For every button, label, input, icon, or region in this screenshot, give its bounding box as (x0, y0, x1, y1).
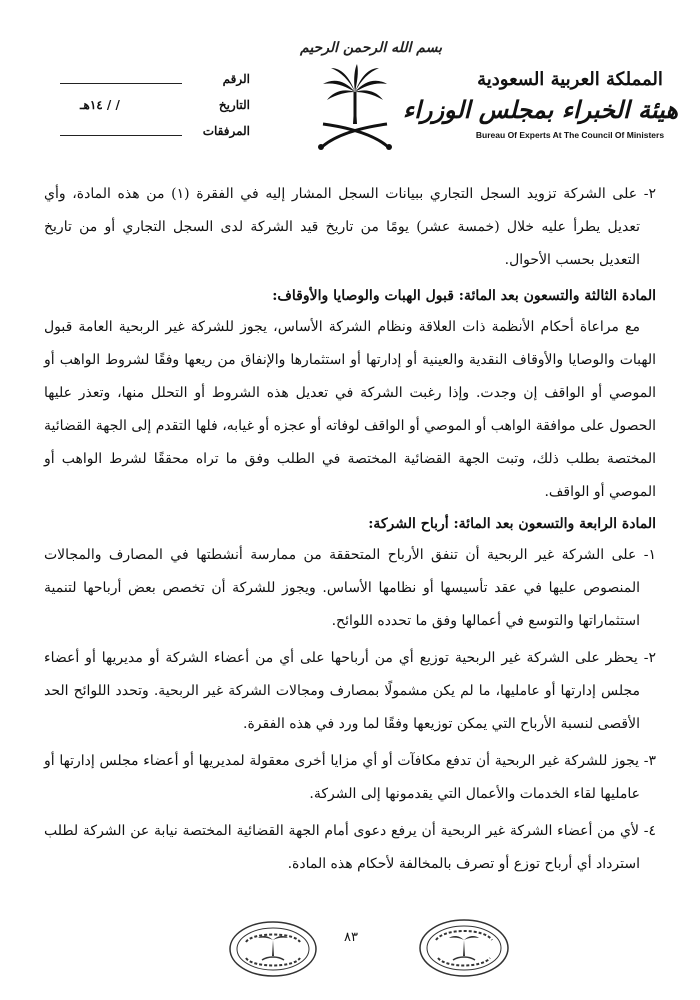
paragraph-profits-2: ٢- يحظر على الشركة غير الربحية توزيع أي من أرباحها على أي من أعضاء الشركة أو مديريها أو أعضاء مجلس إدارتها أو عامليها، ما لم يكن مشمولًا بمصارف ومجالات الشركة غير الربحية. وتحدد اللوائح الحد الأقصى لنسبة الأرباح التي يمكن توزيعها وفقًا لما ورد في هذه الفقرة. (44, 650, 656, 732)
page-number: ٨٣ (344, 930, 358, 945)
country-name: المملكة العربية السعودية (477, 69, 663, 90)
paragraph-record-update: ٢- على الشركة تزويد السجل التجاري ببيانات السجل المشار إليه في الفقرة (١) من هذه المادة، وأي تعديل يطرأ عليه خلال (خمسة عشر) يومًا من تاريخ قيد الشركة لدى السجل التجاري أو من تاريخ التعديل بحسب الأحوال. (44, 186, 656, 268)
attachments-label: المرفقات (202, 124, 250, 138)
organization-name-english: Bureau Of Experts At The Council Of Ministers (475, 130, 665, 140)
attachments-row (40, 124, 250, 144)
article-194-heading: المادة الرابعة والتسعون بعد المائة: أرباح الشركة: (368, 516, 656, 532)
paragraph-donations: مع مراعاة أحكام الأنظمة ذات العلاقة ونظام الشركة الأساس، يجوز للشركة غير الربحية العامة قبول الهبات والوصايا والأوقاف النقدية والعينية أو إدارتها أو استثمارها والإنفاق من ريعها وفقًا لشروط الواهب أو الموصي أو الواقف إن وجدت. وإذا رغبت الشركة في تعديل هذه الشروط أو التحلل منها، وتعذر عليها الحصول على موافقة الواهب أو الموصي أو الواقف لوفاته أو عجزه أو غيابه، فلها التقدم إلى الجهة القضائية المختصة بطلب ذلك، وتبت الجهة القضائية المختصة في الطلب وفق ما تراه محققًا لشرط الواهب أو الموصي أو الواقف. (44, 319, 656, 500)
letterhead (0, 0, 700, 170)
paragraph-profits-3: ٣- يجوز للشركة غير الربحية أن تدفع مكافآت أو أي مزايا أخرى معقولة لمديريها أو أعضاء مجلس إدارتها أو عامليها لقاء الخدمات والأعمال التي يقدمونها إلى الشركة. (44, 753, 656, 802)
attachments-line (60, 135, 182, 136)
seal-stamp-left-icon (228, 920, 318, 978)
reference-number-label: الرقم (222, 72, 250, 86)
organization-block (402, 68, 678, 160)
basmala: بسم الله الرحمن الرحيم (300, 40, 442, 56)
saudi-emblem-icon (315, 62, 395, 150)
date-row (40, 98, 250, 118)
document-body (44, 178, 656, 872)
article-193-heading: المادة الثالثة والتسعون بعد المائة: قبول الهبات والوصايا والأوقاف: (272, 288, 656, 304)
organization-name-arabic: هيئة الخبراء بمجلس الوزراء (402, 95, 678, 124)
reference-number-row (40, 72, 250, 92)
seal-stamp-right-icon (418, 918, 510, 978)
paragraph-profits-4: ٤- لأي من أعضاء الشركة غير الربحية أن يرفع دعوى أمام الجهة القضائية المختصة نيابة عن الشركة لطلب استرداد أي أرباح توزع أو تصرف بالمخالفة لأحكام هذه المادة. (44, 823, 656, 872)
date-value: / / ١٤هـ (80, 98, 120, 112)
date-label: التاريخ (218, 98, 250, 112)
reference-block (40, 72, 250, 142)
reference-number-line (60, 83, 182, 84)
paragraph-profits-1: ١- على الشركة غير الربحية أن تنفق الأرباح المتحققة من ممارسة أنشطتها في المصارف والمجالات المنصوص عليها في عقد تأسيسها أو نظامها الأساس. ويجوز للشركة أن تخصص بعض أرباحها لتنمية استثماراتها والتوسع في أعمالها وفق ما تحدده اللوائح. (44, 547, 656, 629)
